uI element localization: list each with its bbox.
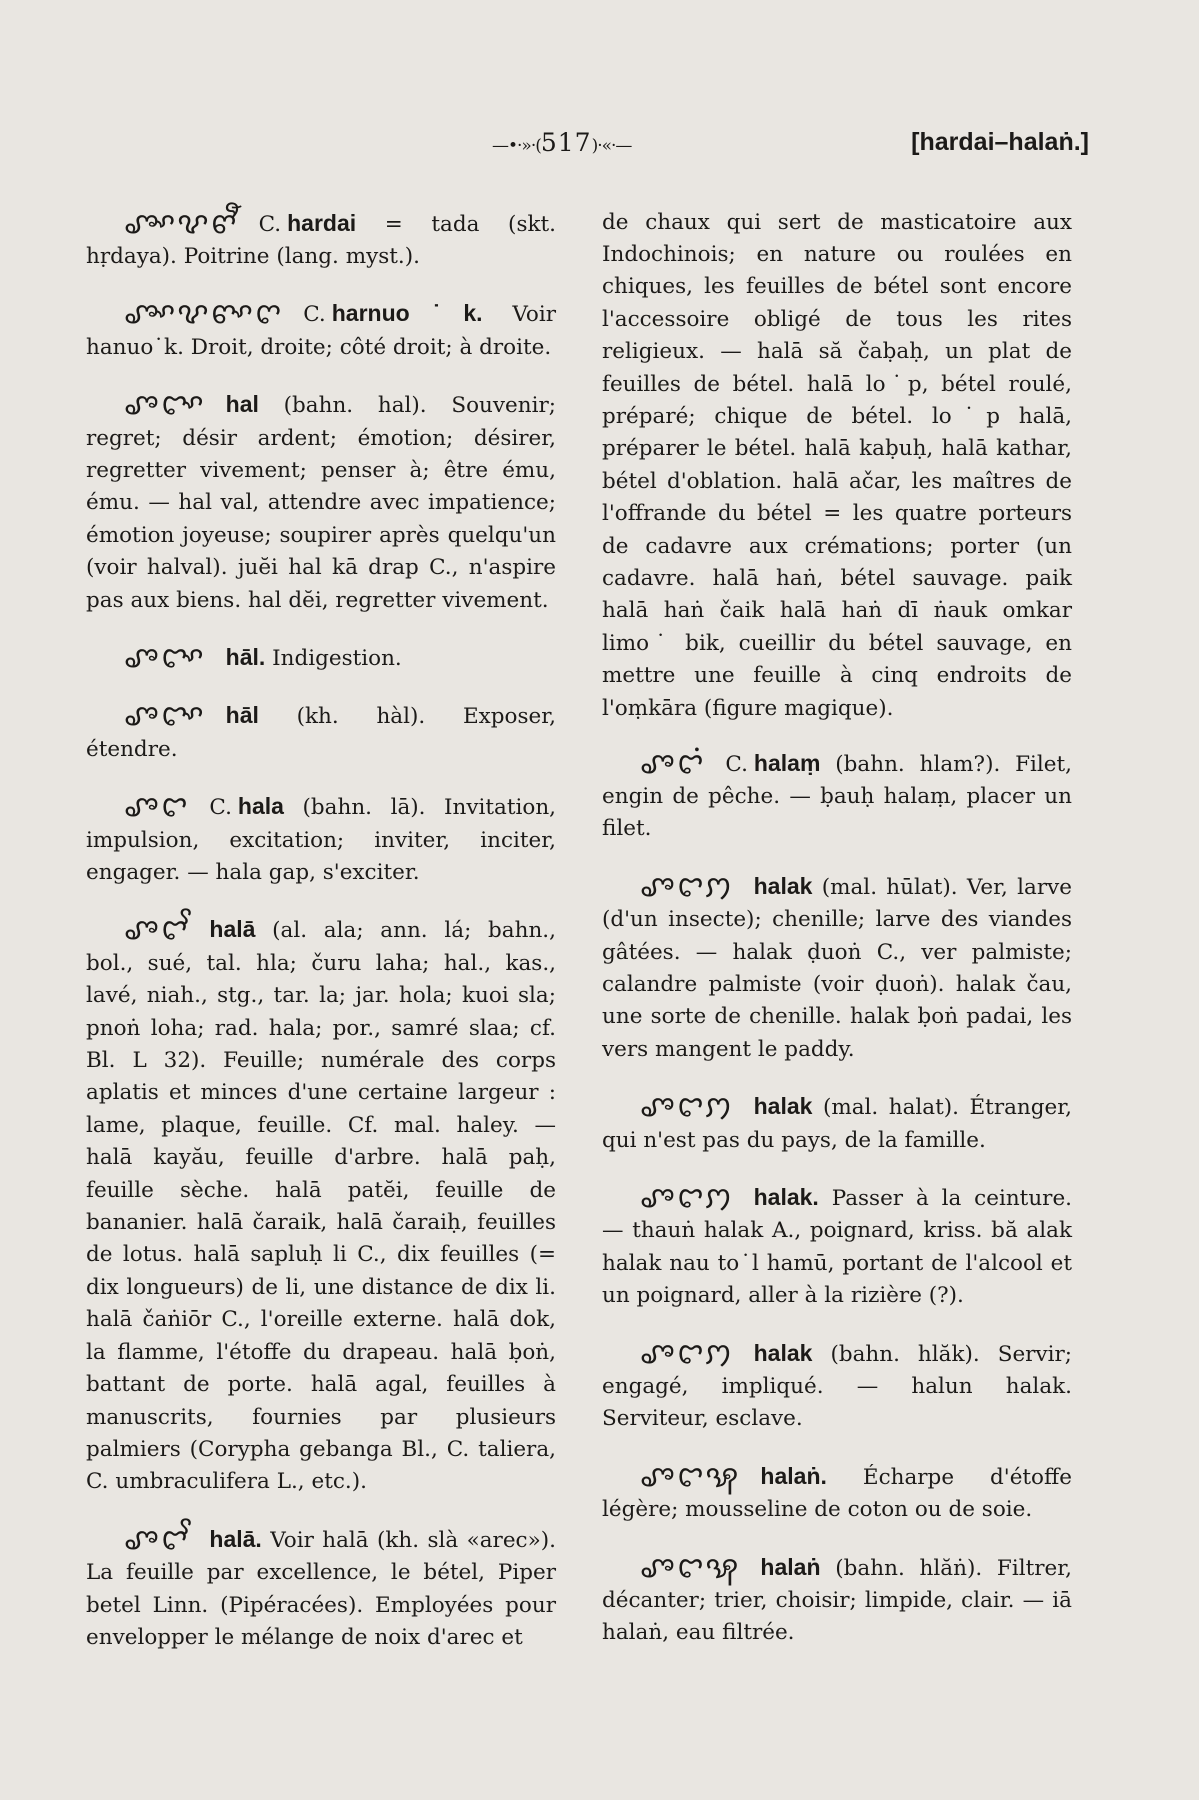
definition-text: (kh. hàl). Exposer, étendre. — [86, 704, 556, 762]
running-head: [hardai–halaṅ.] — [911, 128, 1089, 156]
page-number: 517 — [540, 128, 592, 157]
headword: halaṅ. — [760, 1462, 827, 1489]
entry-prefix: C. — [209, 795, 232, 821]
dictionary-entry — [602, 1090, 1072, 1157]
entry-prefix: C. — [725, 751, 748, 777]
definition-text: = tada (skt. hṛdaya). Poitrine (lang. myst.). — [86, 211, 556, 269]
entry-body — [86, 641, 556, 675]
entry-body — [602, 1090, 1072, 1157]
cham-script: ꨨꨤ — [124, 789, 190, 825]
entry-body — [86, 207, 556, 274]
dictionary-entry — [86, 641, 556, 675]
cham-script: ꨨꨤꩂ — [640, 1549, 741, 1585]
headword: halak. — [753, 1183, 819, 1210]
entry-body — [86, 913, 556, 1498]
entry-body — [86, 1523, 556, 1655]
headword: halak — [753, 1339, 813, 1366]
entry-body — [86, 699, 556, 766]
dictionary-entry — [602, 1460, 1072, 1527]
headword: halā. — [209, 1525, 262, 1552]
dictionary-entry — [602, 870, 1072, 1066]
definition-text: Écharpe d'étoffe légère; mousseline de coton ou de soie. — [602, 1464, 1072, 1523]
cham-script: ꨨꨤꩀ — [640, 1089, 734, 1125]
headword: hala — [237, 793, 284, 820]
definition-text: (mal. halat). Étranger, qui n'est pas du pays, de la famille. — [602, 1095, 1072, 1153]
entry-body — [602, 1460, 1072, 1527]
cham-script: ꨨꨤꩀ — [640, 868, 734, 904]
right-column — [602, 185, 1072, 1674]
headword: halak — [753, 872, 813, 899]
dictionary-entry — [86, 913, 556, 1498]
headword: harnuo˙k. — [331, 300, 483, 327]
definition-text: (bahn. lā). Invitation, impulsion, excitation; inviter, inciter, engager. — hala gap, s'exciter. — [86, 795, 556, 885]
cham-script: ꨨꨳꨖꨓꨬ — [124, 205, 239, 241]
dictionary-entry — [602, 1181, 1072, 1313]
dictionary-entry — [602, 1337, 1072, 1436]
dictionary-entry — [602, 207, 1072, 726]
entry-body — [602, 207, 1072, 726]
definition-text: Indigestion. — [272, 645, 402, 671]
headword: hardai — [287, 209, 357, 236]
definition-text: Voir hanuo˙k. Droit, droite; côté droit; à droite. — [86, 302, 557, 360]
cham-script: ꨨꨤꨩ — [124, 912, 190, 948]
cham-script: ꨨꨤꨩ — [124, 1521, 190, 1557]
entry-body — [602, 1551, 1072, 1650]
headword: halaṅ — [760, 1553, 821, 1580]
definition-text: Passer à la ceinture. — thauṅ halak A., poignard, kriss. bă alak halak nau to˙l hamū, portant de l'alcool et un poignard, aller à la rizière (?). — [602, 1185, 1072, 1309]
headword: hāl. — [225, 643, 266, 670]
dictionary-entry — [86, 790, 556, 889]
dictionary-entry — [86, 297, 556, 364]
definition-text: (bahn. hlăṅ). Filtrer, décanter; trier, choisir; limpide, clair. — iā halaṅ, eau filtrée. — [602, 1555, 1072, 1646]
entry-body — [86, 790, 556, 889]
entry-body — [86, 388, 556, 617]
dictionary-entry — [86, 388, 556, 617]
cham-script: ꨨꨳꨖꨓꨳꨈ — [124, 296, 284, 332]
cham-script: ꨨꨤꩂ — [640, 1458, 741, 1494]
cham-script: ꨨꨤꩀ — [640, 1179, 734, 1215]
headword: halak — [753, 1093, 813, 1120]
entry-body — [86, 297, 556, 364]
cham-script: ꨨꨤꩌ — [640, 745, 706, 781]
cham-script: ꨨꨤꨳ — [124, 698, 206, 734]
headword: halā — [209, 916, 256, 943]
page-number-group — [492, 128, 631, 157]
entry-prefix: C. — [258, 211, 282, 237]
cham-script: ꨨꨤꨳ — [124, 639, 206, 675]
headword: halaṃ — [753, 749, 821, 776]
definition-text: (bahn. hal). Souvenir; regret; désir ardent; émotion; désirer, regretter vivement; penser à; être ému, ému. — hal val, attendre avec impatience; émotion joyeuse; soupirer après quelqu'un (voir halval). juĕi hal kā drap C., n'aspire pas aux biens. hal dĕi, regretter vivement. — [86, 393, 556, 613]
definition-text: de chaux qui sert de masticatoire aux Indochinois; en nature ou roulées en chiques, les feuilles de bétel sont encore l'accessoire obligé de tous les rites religieux. — halā să čaḅaḥ, un plat de feuilles de bétel. halā lo˙p, bétel roulé, préparé; chique de bétel. lo˙p halā, préparer le bétel. halā kaḅuḥ, halā kathar, bétel d'oblation. halā ačar, les maîtres de l'offrande du bétel = les quatre porteurs de cadavre aux crémations; porter (un cadavre. halā haṅ, bétel sauvage. paik halā haṅ čaik halā haṅ dī ṅauk omkar limo˙ bik, cueillir du bétel sauvage, en mettre une feuille à cinq endroits de l'oṃkāra (figure magique). — [602, 209, 1072, 721]
headword: hal — [225, 391, 259, 418]
dictionary-entry — [602, 1551, 1072, 1650]
entry-body — [602, 870, 1072, 1066]
dictionary-entry — [86, 207, 556, 274]
ornament-left: —•·»·( — [492, 136, 541, 156]
dictionary-entry — [86, 699, 556, 766]
ornament-right: )·«·— — [591, 136, 632, 156]
definition-text: (mal. hūlat). Ver, larve (d'un insecte); chenille; larve des viandes gâtées. — halak ḍuoṅ C., ver palmiste; calandre palmiste (voir ḍuoṅ). halak čau, une sorte de chenille. halak ḅoṅ padai, les vers mangent le paddy. — [602, 874, 1072, 1062]
definition-text: (bahn. hlam?). Filet, engin de pêche. — ḅauḥ halaṃ, placer un filet. — [602, 751, 1072, 842]
definition-text: (al. ala; ann. lá; bahn., bol., sué, tal. hla; čuru laha; hal., kas., lavé, niah., stg., tar. la; jar. hola; kuoi sla; pnoṅ loha; rad. hala; por., samré slaa; cf. Bl. L 32). Feuille; numérale des corps aplatis et minces d'une certaine largeur : lame, plaque, feuille. Cf. mal. haley. — halā kayău, feuille d'arbre. halā paḥ, feuille sèche. halā patĕi, feuille de bananier. halā čaraik, halā čaraiḥ, feuilles de lotus. halā sapluḥ li C., dix feuilles (= dix longueurs) de li, une distance de dix li. halā čaṅiōr C., l'oreille externe. halā dok, la flamme, l'étoffe du drapeau. halā ḅoṅ, battant de porte. halā agal, feuilles à manuscrits, fournies par plusieurs palmiers (Corypha gebanga Bl., C. taliera, C. umbraculifera L., etc.). — [86, 918, 556, 1495]
cham-script: ꨨꨤꩀ — [640, 1335, 734, 1371]
entry-body — [602, 1337, 1072, 1436]
dictionary-entry — [602, 747, 1072, 846]
definition-text: Voir halā (kh. slà «arec»). La feuille par excellence, le bétel, Piper betel Linn. (Pipéracées). Employées pour envelopper le mélange de noix d'arec et — [86, 1527, 556, 1650]
entry-body — [602, 1181, 1072, 1313]
page-header — [0, 128, 1199, 168]
definition-text: (bahn. hlăk). Servir; engagé, impliqué. — halun halak. Serviteur, esclave. — [602, 1341, 1072, 1432]
cham-script: ꨨꨤꨳ — [124, 387, 206, 423]
entry-body — [602, 747, 1072, 846]
headword: hāl — [225, 702, 259, 729]
entry-prefix: C. — [303, 302, 326, 328]
left-column — [86, 185, 556, 1678]
dictionary-entry — [86, 1523, 556, 1655]
